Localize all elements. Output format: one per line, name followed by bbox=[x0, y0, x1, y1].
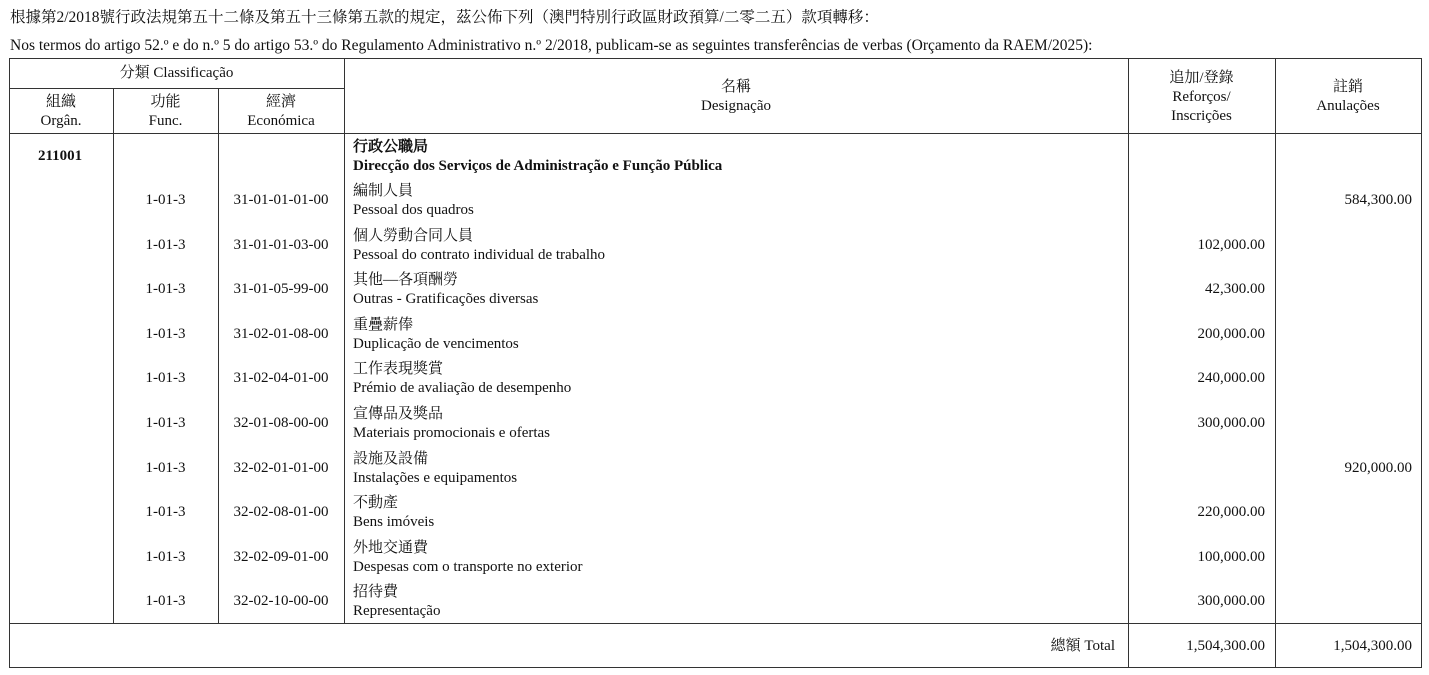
intro-text-portuguese: Nos termos do artigo 52.º e do n.º 5 do artigo 53.º do Regulamento Administrativo n.º 2/2018, publicam-se as seguintes transferências de verbas (Orçamento da RAEM/2025): bbox=[10, 37, 1093, 54]
row-econ-code: 31-02-01-08-00 bbox=[233, 325, 329, 342]
row-designation-zh: 宣傳品及獎品 bbox=[353, 406, 444, 422]
row-designation-zh: 工作表現獎賞 bbox=[353, 361, 444, 378]
row-designation-pt: Pessoal dos quadros bbox=[353, 202, 474, 218]
classification-header: 分類 Classificação bbox=[119, 65, 234, 81]
row-designation-zh: 重疊薪俸 bbox=[353, 316, 414, 333]
row-designation-pt: Materiais promocionais e ofertas bbox=[353, 425, 551, 441]
row-econ-code: 32-02-10-00-00 bbox=[233, 593, 329, 610]
row-func-code: 1-01-3 bbox=[145, 593, 186, 610]
table-border-bottom bbox=[9, 667, 1422, 668]
row-econ-code: 32-02-08-01-00 bbox=[233, 504, 329, 521]
row-func-code: 1-01-3 bbox=[145, 548, 186, 565]
row-func-code: 1-01-3 bbox=[145, 415, 186, 431]
row-reforco-amount: 220,000.00 bbox=[1197, 504, 1265, 521]
econ-header-zh: 經濟 bbox=[265, 94, 296, 110]
row-reforco-amount: 42,300.00 bbox=[1205, 281, 1265, 298]
row-designation-pt: Pessoal do contrato individual de trabalho bbox=[353, 246, 606, 263]
organ-header-pt: Orgân. bbox=[40, 113, 82, 129]
row-designation-pt: Representação bbox=[353, 603, 441, 620]
entity-name-pt: Direcção dos Serviços de Administração e Função Pública bbox=[353, 158, 723, 174]
row-econ-code: 32-02-09-01-00 bbox=[233, 548, 329, 565]
row-designation-zh: 不動產 bbox=[353, 495, 399, 512]
row-designation-zh: 編制人員 bbox=[353, 183, 414, 199]
row-econ-code: 31-01-01-01-00 bbox=[233, 192, 329, 208]
row-designation-zh: 其他—各項酬勞 bbox=[353, 272, 459, 289]
row-econ-code: 32-01-08-00-00 bbox=[233, 415, 329, 431]
row-econ-code: 31-02-04-01-00 bbox=[233, 370, 329, 387]
organ-header-zh: 組織 bbox=[45, 94, 76, 110]
row-func-code: 1-01-3 bbox=[145, 281, 186, 298]
row-econ-code: 32-02-01-01-00 bbox=[233, 459, 329, 476]
reforcos-header-pt1: Reforços/ bbox=[1172, 89, 1231, 105]
row-designation-zh: 個人勞動合同人員 bbox=[353, 227, 474, 244]
intro-text-chinese: 根據第2/2018號行政法規第五十二條及第五十三條第五款的規定，茲公佈下列（澳門特別行政區財政預算/二零二五）款項轉移： bbox=[10, 9, 879, 26]
row-func-code: 1-01-3 bbox=[145, 459, 186, 476]
row-reforco-amount: 240,000.00 bbox=[1197, 370, 1265, 387]
row-designation-zh: 設施及設備 bbox=[353, 450, 429, 467]
entity-name-zh: 行政公職局 bbox=[353, 139, 429, 155]
divider-econ-designation bbox=[344, 58, 345, 624]
row-designation-zh: 招待費 bbox=[353, 584, 399, 601]
total-label: 總額 Total bbox=[1050, 638, 1115, 654]
designation-header-zh: 名稱 bbox=[720, 79, 751, 95]
divider-reforcos-anulacoes bbox=[1275, 58, 1276, 668]
anulacoes-header-pt: Anulações bbox=[1316, 98, 1380, 114]
row-designation-pt: Despesas com o transporte no exterior bbox=[353, 558, 583, 575]
row-designation-pt: Instalações e equipamentos bbox=[353, 469, 518, 486]
row-reforco-amount: 300,000.00 bbox=[1197, 593, 1265, 610]
total-reforcos: 1,504,300.00 bbox=[1186, 638, 1265, 654]
classification-header-rule bbox=[9, 88, 344, 89]
transfer-table bbox=[9, 58, 1422, 668]
row-reforco-amount: 102,000.00 bbox=[1197, 236, 1265, 253]
row-designation-pt: Outras - Gratificações diversas bbox=[353, 291, 539, 308]
row-func-code: 1-01-3 bbox=[145, 370, 186, 387]
table-border-right bbox=[1421, 58, 1422, 668]
row-func-code: 1-01-3 bbox=[145, 192, 186, 208]
row-designation-pt: Duplicação de vencimentos bbox=[353, 335, 519, 352]
func-header-pt: Func. bbox=[148, 113, 183, 129]
func-header-zh: 功能 bbox=[150, 94, 181, 110]
total-top-rule bbox=[9, 623, 1422, 624]
table-border-left bbox=[9, 58, 10, 668]
row-designation-pt: Prémio de avaliação de desempenho bbox=[353, 380, 572, 397]
row-reforco-amount: 200,000.00 bbox=[1197, 325, 1265, 342]
row-reforco-amount: 300,000.00 bbox=[1197, 415, 1265, 431]
row-reforco-amount: 100,000.00 bbox=[1197, 548, 1265, 565]
anulacoes-header-zh: 註銷 bbox=[1332, 79, 1363, 95]
row-anulacao-amount: 920,000.00 bbox=[1344, 459, 1412, 476]
entity-code: 211001 bbox=[38, 148, 83, 164]
row-designation-pt: Bens imóveis bbox=[353, 514, 435, 531]
table-border-top bbox=[9, 58, 1422, 59]
header-bottom-rule bbox=[9, 133, 1422, 134]
row-anulacao-amount: 584,300.00 bbox=[1344, 192, 1412, 208]
econ-header-pt: Económica bbox=[247, 113, 315, 129]
row-func-code: 1-01-3 bbox=[145, 504, 186, 521]
row-designation-zh: 外地交通費 bbox=[353, 539, 429, 556]
divider-organ-func bbox=[113, 88, 114, 624]
row-func-code: 1-01-3 bbox=[145, 325, 186, 342]
reforcos-header-zh: 追加/登錄 bbox=[1169, 70, 1234, 86]
total-anulacoes: 1,504,300.00 bbox=[1333, 638, 1412, 654]
row-econ-code: 31-01-01-03-00 bbox=[233, 236, 329, 253]
divider-designation-reforcos bbox=[1128, 58, 1129, 668]
designation-header-pt: Designação bbox=[701, 98, 771, 114]
row-func-code: 1-01-3 bbox=[145, 236, 186, 253]
reforcos-header-pt2: Inscrições bbox=[1171, 108, 1232, 124]
divider-func-econ bbox=[218, 88, 219, 624]
row-econ-code: 31-01-05-99-00 bbox=[233, 281, 329, 298]
